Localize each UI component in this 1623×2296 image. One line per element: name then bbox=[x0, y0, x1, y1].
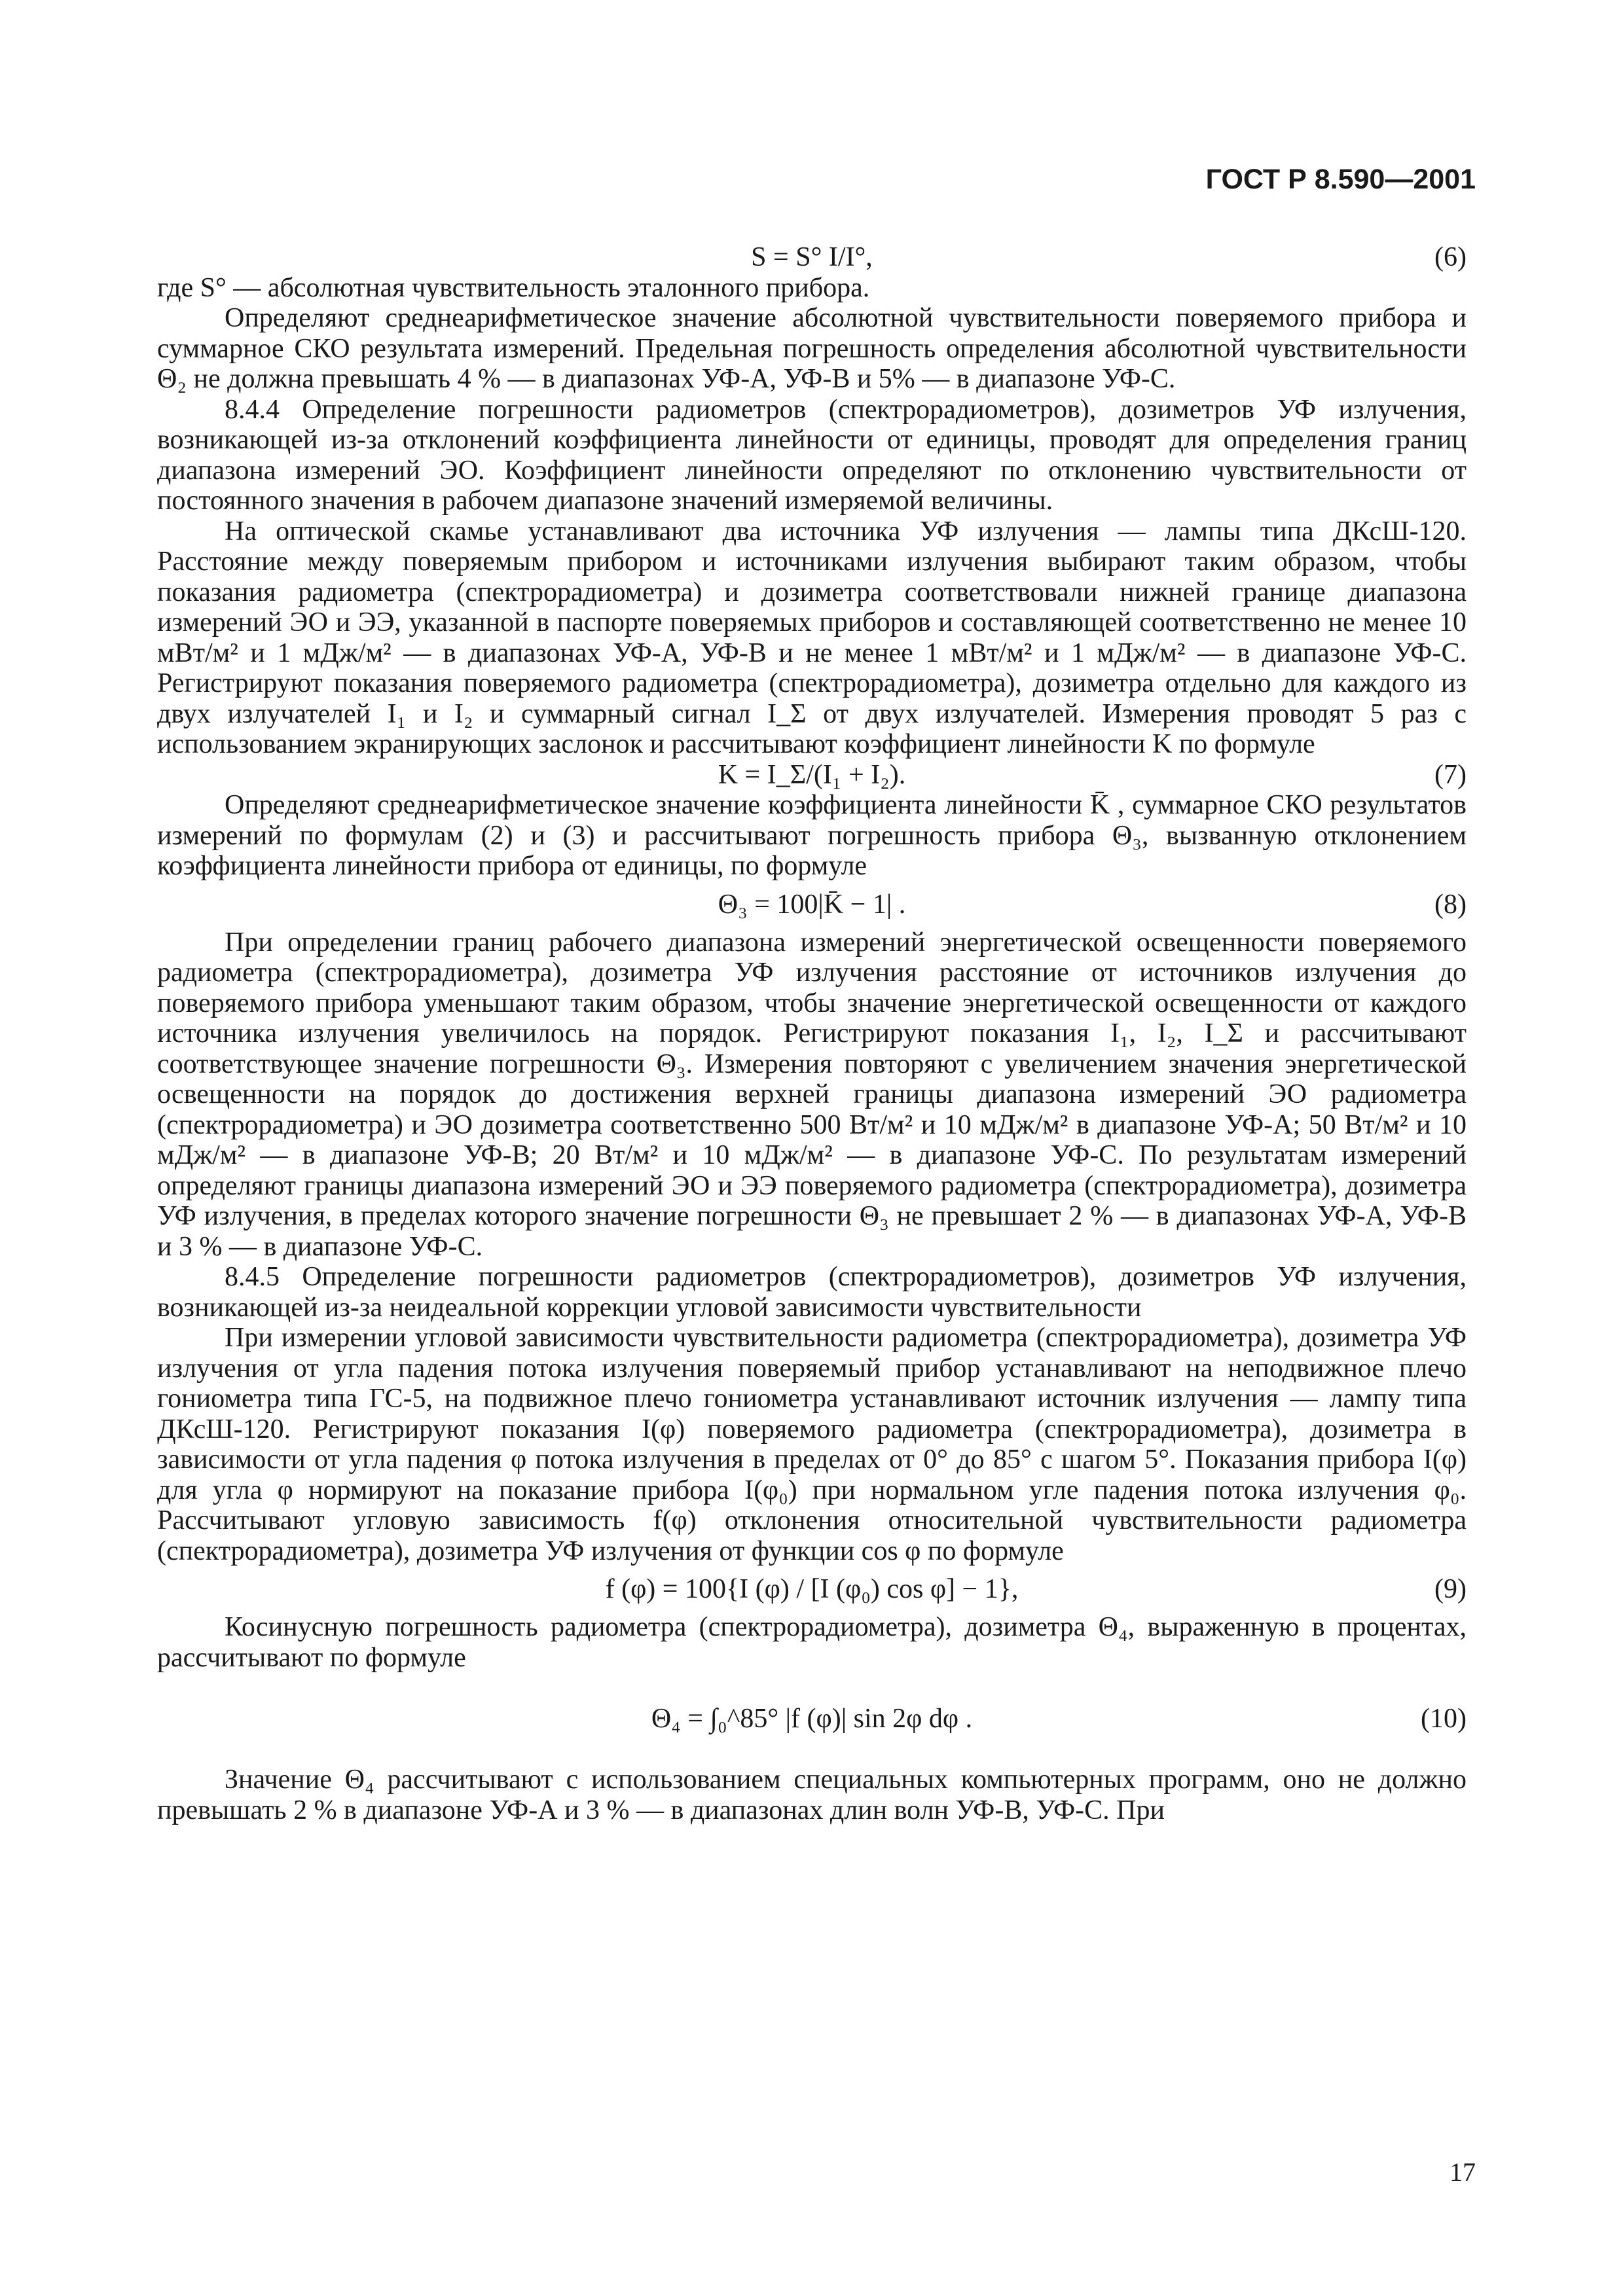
equation-9-formula: f (φ) = 100{I (φ) / [I (φ₀) cos φ] − 1}, bbox=[605, 1574, 1019, 1604]
equation-9-number: (9) bbox=[1434, 1574, 1467, 1604]
paragraph-10: Значение Θ₄ рассчитывают с использованием специальных компьютерных программ, оно не должно превышать 2 % в диапазоне УФ-А и 3 % — в диапазонах длин волн УФ-В, УФ-С. При bbox=[157, 1765, 1467, 1825]
equation-7 bbox=[157, 760, 1467, 791]
paragraph-5: Определяют среднеарифметическое значение коэффициента линейности K̄ , суммарное СКО результатов измерений по формулам (2) и (3) и рассчитывают погрешность прибора Θ₃, вызванную отклонением коэффициента линейности прибора от единицы, по формуле bbox=[157, 790, 1467, 881]
paragraph-6: При определении границ рабочего диапазона измерений энергетической освещенности поверяемого радиометра (спектрорадиометра), дозиметра УФ излучения расстояние от источников излучения до поверяемого прибора уменьшают таким образом, чтобы значение энергетической освещенности от каждого источника излучения увеличилось на порядок. Регистрируют показания I₁, I₂, I_Σ и рассчитывают соответствующее значение погрешности Θ₃. Измерения повторяют с увеличением значения энергетической освещенности на порядок до достижения верхней границы диапазона измерений ЭО радиометра (спектрорадиометра) и ЭО дозиметра соответственно 500 Вт/м² и 10 мДж/м² в диапазоне УФ-А; 50 Вт/м² и 10 мДж/м² — в диапазоне УФ-В; 20 Вт/м² и 10 мДж/м² — в диапазоне УФ-С. По результатам измерений определяют границы диапазона измерений ЭО и ЭЭ поверяемого радиометра (спектрорадиометра), дозиметра УФ излучения, в пределах которого значение погрешности Θ₃ не превышает 2 % — в диапазонах УФ-А, УФ-В и 3 % — в диапазоне УФ-С. bbox=[157, 927, 1467, 1262]
equation-8-formula: Θ₃ = 100|K̄ − 1| . bbox=[718, 889, 906, 920]
paragraph-1: где S° — абсолютная чувствительность эталонного прибора. bbox=[157, 272, 870, 303]
equation-8-number: (8) bbox=[1434, 889, 1467, 920]
equation-6-number: (6) bbox=[1434, 242, 1467, 272]
paragraph-4: На оптической скамье устанавливают два источника УФ излучения — лампы типа ДКсШ-120. Расстояние между поверяемым прибором и источниками излучения выбирают таким образом, чтобы показания радиометра (спектрорадиометра) и дозиметра соответствовали нижней границе диапазона измерений ЭО и ЭЭ, указанной в паспорте поверяемых приборов и составляющей соответственно не менее 10 мВт/м² и 1 мДж/м² — в диапазонах УФ-А, УФ-В и не менее 1 мВт/м² и 1 мДж/м² — в диапазоне УФ-С. Регистрируют показания поверяемого радиометра (спектрорадиометра), дозиметра отдельно для каждого из двух излучателей I₁ и I₂ и суммарный сигнал I_Σ от двух излучателей. Измерения проводят 5 раз с использованием экранирующих заслонок и рассчитывают коэффициент линейности K по формуле bbox=[157, 516, 1467, 759]
paragraph-7: 8.4.5 Определение погрешности радиометров (спектрорадиометров), дозиметров УФ излучения, возникающей из-за неидеальной коррекции угловой зависимости чувствительности bbox=[157, 1262, 1467, 1323]
equation-10-number: (10) bbox=[1421, 1704, 1467, 1734]
document-header: ГОСТ Р 8.590—2001 bbox=[1205, 164, 1476, 195]
paragraph-9: Косинусную погрешность радиометра (спектрорадиометра), дозиметра Θ₄, выраженную в процентах, рассчитывают по формуле bbox=[157, 1612, 1467, 1673]
equation-10-formula: Θ₄ = ∫₀^85° |f (φ)| sin 2φ dφ . bbox=[651, 1704, 973, 1734]
equation-10 bbox=[157, 1673, 1467, 1765]
equation-7-number: (7) bbox=[1434, 759, 1467, 790]
document-body bbox=[157, 242, 1467, 1825]
page-number: 17 bbox=[1450, 2157, 1476, 2187]
paragraph-3: 8.4.4 Определение погрешности радиометров (спектрорадиометров), дозиметров УФ излучения, возникающей из-за отклонений коэффициента линейности от единицы, проводят для определения границ диапазона измерений ЭО. Коэффициент линейности определяют по отклонению чувствительности от постоянного значения в рабочем диапазоне значений измеряемой величины. bbox=[157, 394, 1467, 516]
equation-6 bbox=[157, 242, 1467, 273]
paragraph-8: При измерении угловой зависимости чувствительности радиометра (спектрорадиометра), дозиметра УФ излучения от угла падения потока излучения поверяемый прибор устанавливают на неподвижное плечо гониометра типа ГС-5, на подвижное плечо гониометра устанавливают источник излучения — лампу типа ДКсШ-120. Регистрируют показания I(φ) поверяемого радиометра (спектрорадиометра), дозиметра в зависимости от угла падения φ потока излучения в пределах от 0° до 85° с шагом 5°. Показания прибора I(φ) для угла φ нормируют на показание прибора I(φ₀) при нормальном угле падения потока излучения φ₀. Рассчитывают угловую зависимость f(φ) отклонения относительной чувствительности радиометра (спектрорадиометра), дозиметра УФ излучения от функции cos φ по формуле bbox=[157, 1323, 1467, 1566]
equation-7-formula: K = I_Σ/(I₁ + I₂). bbox=[718, 759, 906, 790]
paragraph-2: Определяют среднеарифметическое значение абсолютной чувствительности поверяемого прибора и суммарное СКО результата измерений. Предельная погрешность определения абсолютной чувствительности Θ₂ не должна превышать 4 % — в диапазонах УФ-А, УФ-В и 5% — в диапазоне УФ-С. bbox=[157, 303, 1467, 394]
equation-6-formula: S = S° I/I°, bbox=[751, 242, 873, 272]
equation-8 bbox=[157, 882, 1467, 927]
equation-9 bbox=[157, 1566, 1467, 1612]
